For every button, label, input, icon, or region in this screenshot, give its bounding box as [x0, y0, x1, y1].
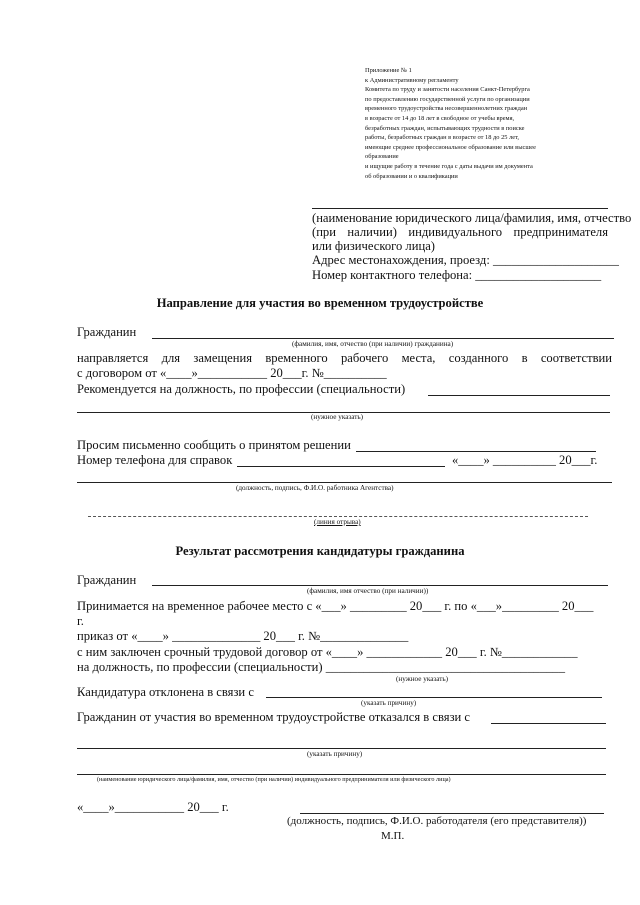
annex-line: по предоставлению государственной услуги по организации	[365, 95, 530, 103]
result-stamp-mark: М.П.	[381, 830, 405, 842]
recipient-phone: Номер контактного телефона: ____________________	[312, 268, 602, 282]
direction-recommend-line[interactable]	[428, 395, 610, 396]
result-citizen-hint: (фамилия, имя отчество (при наличии))	[307, 587, 429, 595]
result-citizen-line[interactable]	[152, 585, 608, 586]
annex-line: об образовании и о квалификации	[365, 172, 458, 180]
result-employer-line[interactable]	[77, 774, 606, 775]
result-refused: Гражданин от участия во временном трудоустройстве отказался в связи с	[77, 710, 471, 724]
annex-line: и ищущие работу в течение года с даты выдачи им документа	[365, 162, 533, 170]
cut-line	[88, 516, 588, 517]
result-accepted-year: г.	[77, 614, 84, 628]
cut-line-label: (линия отрыва)	[314, 518, 361, 526]
result-refused-line-2[interactable]	[77, 748, 606, 749]
direction-ask: Просим письменно сообщить о принятом решении	[77, 438, 351, 452]
result-needed-hint: (нужное указать)	[396, 675, 449, 683]
result-date: «____»___________ 20___ г.	[77, 800, 229, 814]
direction-citizen-line[interactable]	[152, 338, 614, 339]
direction-ask-line[interactable]	[356, 451, 596, 452]
result-position: на должность, по профессии (специальности) ______________________________________	[77, 660, 566, 674]
result-rejected-line[interactable]	[266, 697, 602, 698]
result-citizen-label: Гражданин	[77, 573, 137, 587]
result-contract: с ним заключен срочный трудовой договор от «____» ____________ 20___ г. №____________	[77, 645, 578, 659]
result-order: приказ от «____» ______________ 20___ г. №______________	[77, 629, 409, 643]
direction-citizen-label: Гражданин	[77, 325, 137, 339]
recipient-address: Адрес местонахождения, проезд: ____________________	[312, 253, 619, 267]
direction-needed-hint: (нужное указать)	[311, 413, 364, 421]
recipient-hint-2: (при наличии) индивидуального предпринимателя	[312, 225, 608, 239]
annex-line: в возрасте от 14 до 18 лет в свободное от учебы время,	[365, 114, 515, 122]
annex-line: имеющие среднее профессиональное образование или высшее	[365, 143, 536, 151]
result-rejected: Кандидатура отклонена в связи с	[77, 685, 254, 699]
direction-citizen-hint: (фамилия, имя, отчество (при наличии) гражданина)	[292, 340, 454, 348]
annex-line: временного трудоустройства несовершеннолетних граждан	[365, 105, 528, 113]
annex-header	[365, 66, 611, 181]
result-title: Результат рассмотрения кандидатуры гражданина	[175, 544, 465, 558]
result-sign-line[interactable]	[300, 813, 604, 814]
direction-sent-line-1: направляется для замещения временного рабочего места, созданного в соответствии	[77, 351, 612, 365]
direction-ref-date: «____» __________ 20___г.	[452, 453, 598, 467]
direction-recommend: Рекомендуется на должность, по профессии (специальности)	[77, 382, 406, 396]
result-reason-hint-2: (указать причину)	[307, 750, 363, 758]
direction-ref-phone-line[interactable]	[237, 466, 445, 467]
annex-line: безработных граждан, испытывающих трудности в поиске	[365, 124, 525, 132]
annex-line: Приложение № 1	[365, 67, 412, 74]
recipient-name-line[interactable]	[312, 208, 608, 209]
direction-sent-line-2: с договором от «____»___________ 20___г. №__________	[77, 366, 387, 380]
result-employer-hint: (наименование юридического лица/фамилия, имя, отчество (при наличии) индивидуального предпринимателя или физического лица)	[97, 776, 451, 783]
annex-line: образование	[365, 153, 399, 161]
annex-line: Комитета по труду и занятости населения Санкт-Петербурга	[365, 86, 530, 94]
direction-ref-phone: Номер телефона для справок	[77, 453, 233, 467]
direction-title: Направление для участия во временном трудоустройстве	[156, 296, 484, 310]
recipient-hint-1: (наименование юридического лица/фамилия, имя, отчество	[312, 211, 632, 225]
recipient-hint-3: или физического лица)	[312, 239, 435, 253]
annex-line: к Административному регламенту	[365, 76, 459, 84]
direction-agency-line[interactable]	[77, 482, 612, 483]
direction-agency-hint: (должность, подпись, Ф.И.О. работника Агентства)	[236, 484, 394, 492]
result-accepted: Принимается на временное рабочее место с «___» _________ 20___ г. по «___»_________ 20___	[77, 599, 594, 613]
annex-line: работы, безработных граждан в возрасте от 18 до 25 лет,	[365, 134, 520, 142]
result-refused-line[interactable]	[491, 723, 606, 724]
result-reason-hint-1: (указать причину)	[361, 699, 417, 707]
result-sign-hint: (должность, подпись, Ф.И.О. работодателя (его представителя))	[287, 815, 587, 827]
